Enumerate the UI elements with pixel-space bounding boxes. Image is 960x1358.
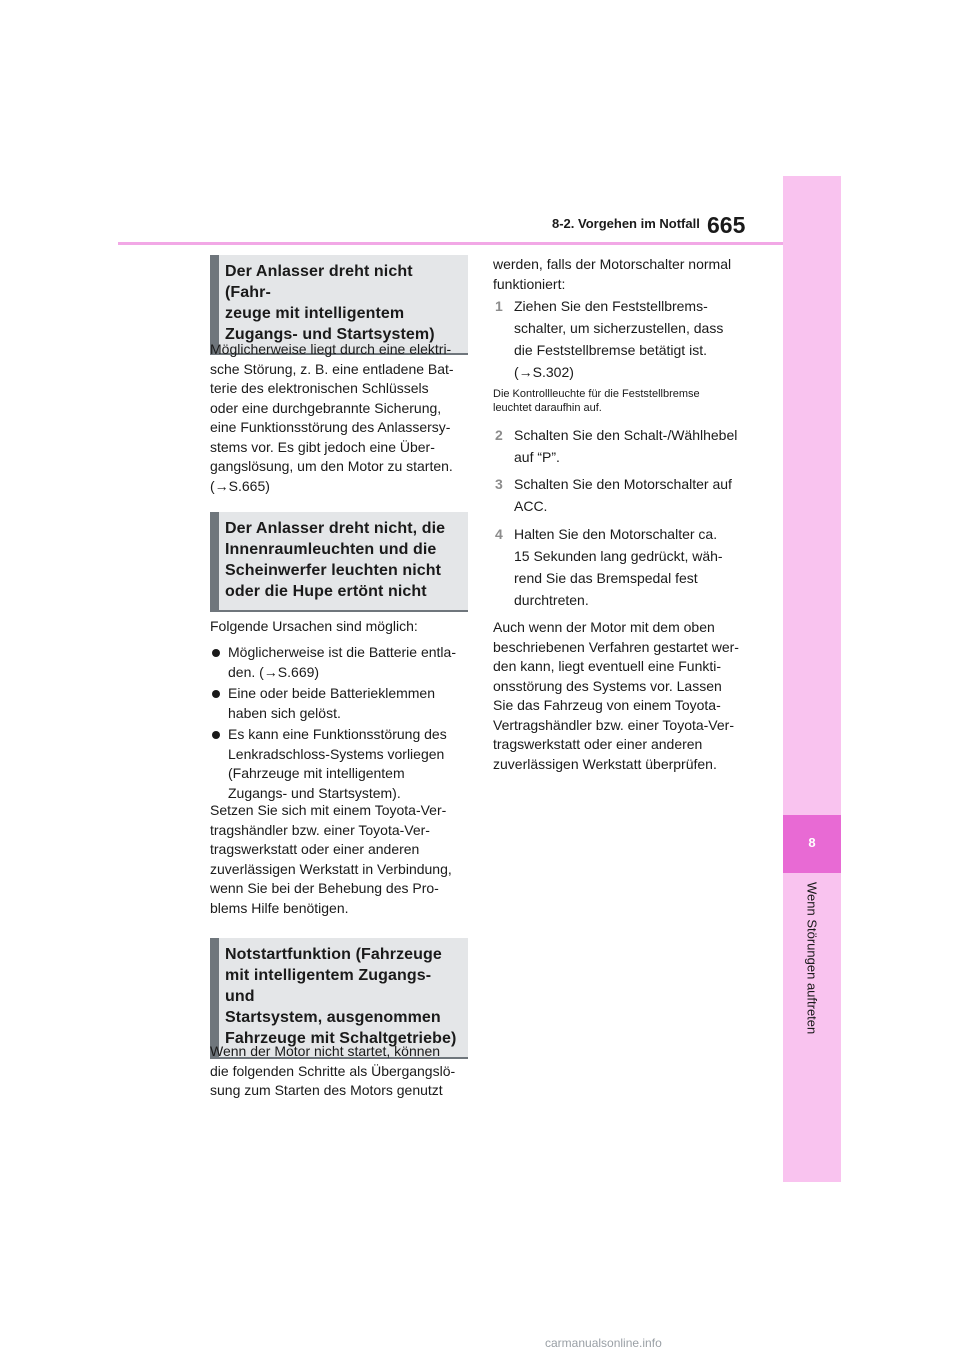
text-line: schalter, um sicherzustellen, dass (514, 320, 724, 336)
text-line: stems vor. Es gibt jedoch eine Über- (210, 438, 435, 455)
chapter-title: Wenn Störungen auftreten (804, 882, 820, 1035)
text-line: terie des elektronischen Schlüssels (210, 380, 429, 396)
page-reference[interactable]: (→S.665) (210, 477, 270, 494)
text-line[interactable]: den. (→S.669) (228, 663, 320, 680)
text-line: Setzen Sie sich mit einem Toyota-Ver- (210, 802, 447, 818)
heading-line: Scheinwerfer leuchten nicht (225, 562, 442, 579)
heading-line: Fahrzeuge mit Schaltgetriebe) (225, 1030, 457, 1047)
heading-line: Notstartfunktion (Fahrzeuge (225, 946, 442, 963)
text-line: funktioniert: (493, 275, 566, 292)
text-line: oder eine durchgebrannte Sicherung, (210, 399, 442, 416)
heading-line: Zugangs- und Startsystem) (225, 326, 435, 343)
heading-line: mit intelligentem Zugangs- und (225, 967, 432, 1005)
heading-line: Der Anlasser dreht nicht, die (225, 520, 446, 537)
text-line: haben sich gelöst. (228, 704, 341, 721)
text-line: Sie das Fahrzeug von einem Toyota- (493, 697, 721, 713)
chapter-number: 8 (808, 835, 816, 850)
text-line: sung zum Starten des Motors genutzt (210, 1082, 443, 1098)
paragraph-continuation (493, 255, 755, 294)
text-line: eine Funktionsstörung des Anlassersy- (210, 419, 451, 435)
text-line: 15 Sekunden lang gedrückt, wäh- (514, 548, 723, 564)
text-line: durchtreten. (514, 592, 589, 608)
step-number: 1 (495, 298, 503, 314)
text-line: onsstörung des Systems vor. Lassen (493, 677, 722, 694)
text-line: werden, falls der Motorschalter normal (493, 256, 732, 272)
text-line: sche Störung, z. B. eine entladene Bat- (210, 360, 454, 377)
section-title: 8-2. Vorgehen im Notfall (552, 216, 700, 231)
heading-box-no-lights (210, 512, 468, 612)
text-line: Es kann eine Funktionsstörung des (228, 726, 447, 742)
text-line: Vertragshändler bzw. einer Toyota-Ver- (493, 716, 734, 733)
text-line: blems Hilfe benötigen. (210, 899, 349, 916)
note-parking-brake (493, 388, 755, 415)
header-rule (118, 242, 783, 245)
text-line: Auch wenn der Motor mit dem oben (493, 619, 715, 635)
heading-line: Startsystem, ausgenommen (225, 1009, 441, 1026)
list-item (210, 725, 472, 803)
text-line: gangslösung, um den Motor zu starten. (210, 458, 453, 474)
step-3 (493, 473, 755, 517)
text-line: (Fahrzeuge mit intelligentem (228, 765, 405, 781)
paragraph-final-check (493, 618, 755, 774)
heading-line: Innenraumleuchten und die (225, 541, 437, 558)
watermark: carmanualsonline.info (545, 1336, 662, 1350)
text-line: Möglicherweise ist die Batterie entla- (228, 644, 456, 660)
text-line: den kann, liegt eventuell eine Funkti- (493, 658, 722, 674)
text-line: Zugangs- und Startsystem). (228, 784, 401, 801)
text-line: zuverlässigen Werkstatt überprüfen. (493, 755, 717, 772)
page-number: 665 (707, 212, 746, 238)
step-number: 2 (495, 427, 503, 443)
intro-causes: Folgende Ursachen sind möglich: (210, 618, 418, 634)
text-line: rend Sie das Bremspedal fest (514, 570, 698, 586)
text-line: auf “P”. (514, 449, 560, 465)
list-item (210, 684, 472, 723)
text-line: Schalten Sie den Motorschalter auf (514, 476, 732, 492)
text-line: tragshändler bzw. einer Toyota-Ver- (210, 821, 430, 838)
step-number: 4 (495, 526, 503, 542)
text-line: wenn Sie bei der Behebung des Pro- (210, 880, 439, 896)
heading-line: oder die Hupe ertönt nicht (225, 583, 427, 600)
text-line: die Feststellbremse betätigt ist. (514, 342, 707, 358)
text-line: Schalten Sie den Schalt-/Wählhebel (514, 427, 738, 443)
heading-line: zeuge mit intelligentem (225, 305, 405, 322)
step-1 (493, 295, 755, 383)
heading-line: Der Anlasser dreht nicht (Fahr- (225, 263, 413, 301)
text-line: beschriebenen Verfahren gestartet wer- (493, 638, 739, 655)
text-line: ACC. (514, 498, 548, 514)
text-line: Lenkradschloss-Systems vorliegen (228, 745, 445, 762)
text-line: Eine oder beide Batterieklemmen (228, 685, 436, 701)
heading-box-emergency-start (210, 938, 468, 1059)
list-item (210, 643, 472, 682)
paragraph-starter-cause (210, 340, 472, 496)
text-line: leuchtet daraufhin auf. (493, 401, 602, 414)
text-line: Halten Sie den Motorschalter ca. (514, 526, 718, 542)
text-line: Ziehen Sie den Feststellbrems- (514, 298, 708, 314)
paragraph-contact-dealer (210, 801, 472, 918)
text-line: zuverlässigen Werkstatt in Verbindung, (210, 860, 452, 877)
step-number: 3 (495, 476, 503, 492)
page-reference[interactable]: (→S.302) (514, 364, 574, 380)
bullet-icon (212, 690, 220, 698)
bullet-icon (212, 649, 220, 657)
text-line: Die Kontrollleuchte für die Feststellbremse (493, 388, 700, 400)
paragraph-emergency-intro (210, 1042, 472, 1101)
step-4 (493, 523, 755, 611)
text-line: tragswerkstatt oder einer anderen (210, 841, 420, 857)
step-2 (493, 424, 755, 468)
text-line: Möglicherweise liegt durch eine elektri- (210, 341, 452, 357)
text-line: die folgenden Schritte als Übergangslö- (210, 1062, 456, 1079)
text-line: tragswerkstatt oder einer anderen (493, 736, 703, 752)
bullet-icon (212, 731, 220, 739)
text-line: Wenn der Motor nicht startet, können (210, 1043, 441, 1059)
